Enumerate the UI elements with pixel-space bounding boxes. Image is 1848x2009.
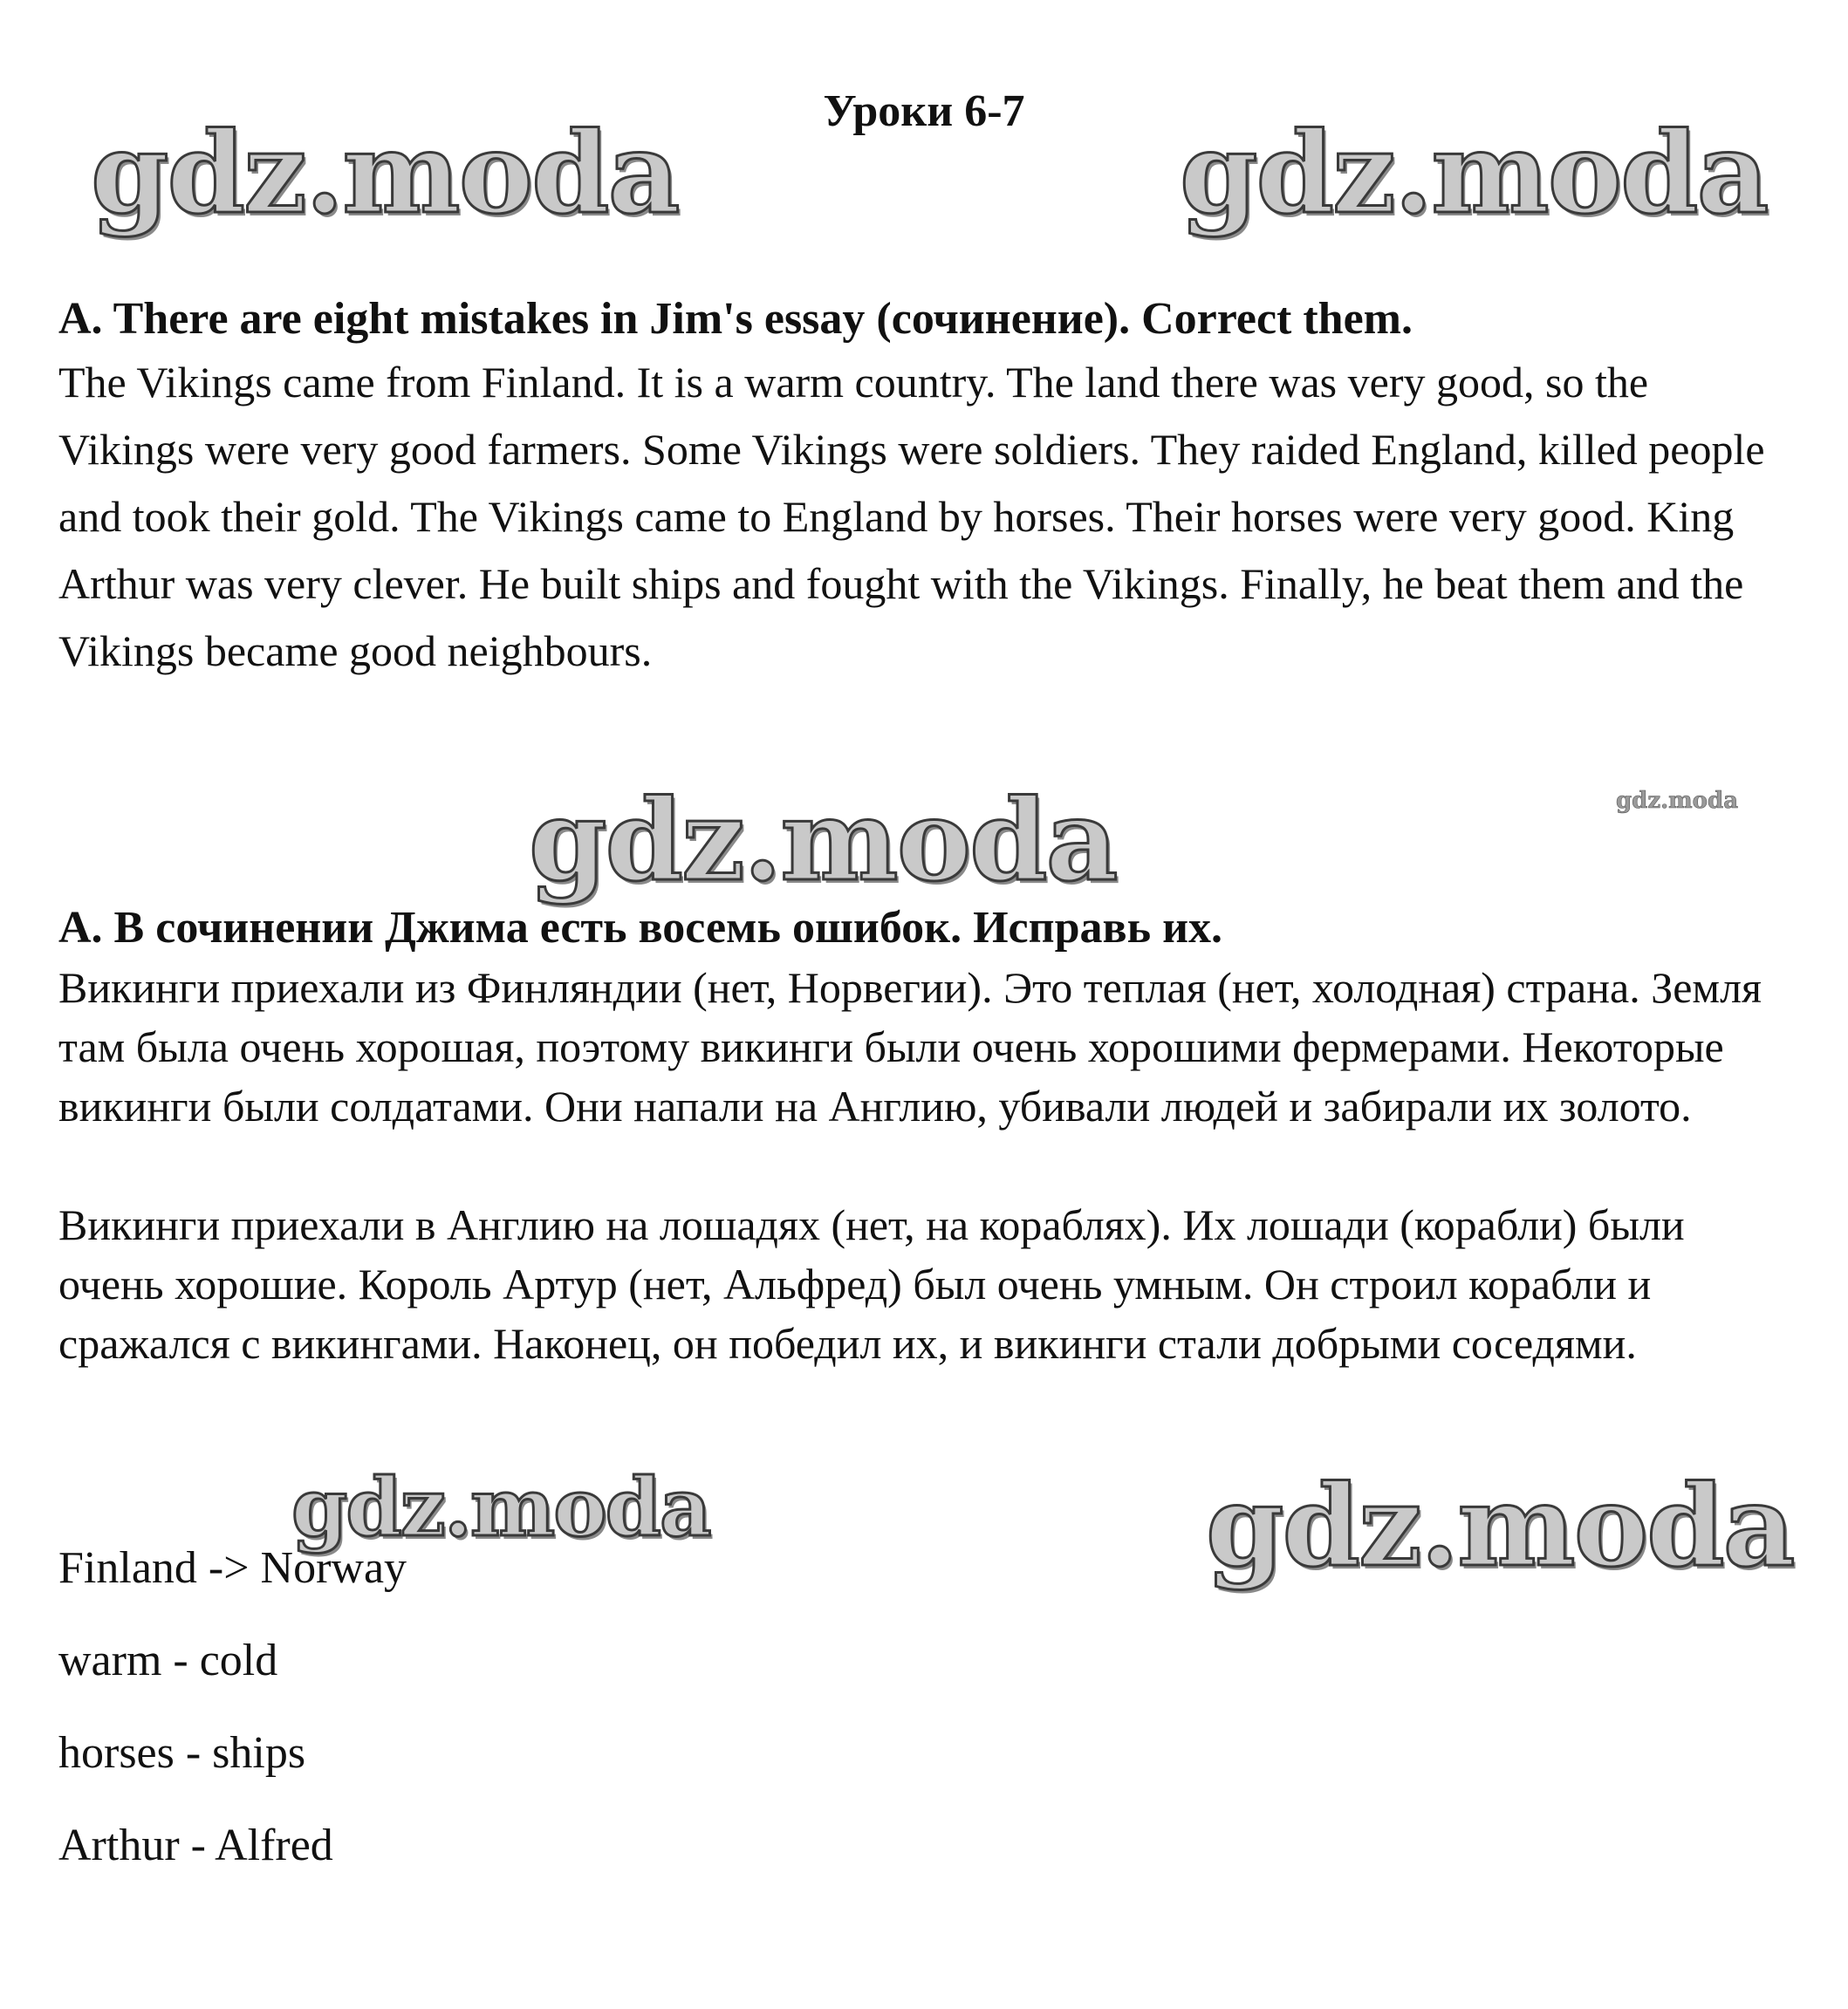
english-task-heading: A. There are eight mistakes in Jim's essay (сочинение). Correct them.: [58, 294, 1413, 344]
correction-item: warm - cold: [58, 1636, 278, 1685]
correction-item: horses - ships: [58, 1728, 306, 1778]
watermark-logo-middle: gdz.moda: [529, 776, 1117, 906]
corrections-list: [58, 1542, 407, 1912]
russian-task-paragraph-1: Викинги приехали из Финляндии (нет, Норвегии). Это теплая (нет, холодная) страна. Земля там была очень хорошая, поэтому викинги были очень хорошими фермерами. Некоторые викинги были солдатами. Они напали на Англию, убивали людей и забирали их золото.: [58, 963, 1762, 1131]
russian-task-paragraph-2: Викинги приехали в Англию на лошадях (нет, на кораблях). Их лошади (корабли) были очень хорошие. Король Артур (нет, Альфред) был очень умным. Он строил корабли и сражался с викингами. Наконец, он победил их, и викинги стали добрыми соседями.: [58, 1200, 1685, 1368]
correction-item: Finland -> Norway: [58, 1543, 407, 1593]
watermark-logo-top-right: gdz.moda: [1180, 108, 1768, 239]
watermark-logo-top-left: gdz.moda: [91, 108, 679, 239]
russian-task-heading: А. В сочинении Джима есть восемь ошибок. Исправь их.: [58, 903, 1223, 953]
watermark-logo-lower-right: gdz.moda: [1206, 1461, 1794, 1592]
watermark-logo-lower-left: gdz.moda: [291, 1460, 710, 1555]
correction-item: Arthur - Alfred: [58, 1821, 333, 1870]
page-title: Уроки 6-7: [823, 86, 1025, 136]
english-task-paragraph: The Vikings came from Finland. It is a warm country. The land there was very good, so the Vikings were very good farmers. Some Vikings were soldiers. They raided England, killed people and took their gold. The Vikings came to England by horses. Their horses were very good. King Arthur was very clever. He built ships and fought with the Vikings. Finally, he beat them and the Vikings became good neighbours.: [58, 358, 1765, 675]
watermark-logo-small: gdz.moda: [1616, 788, 1739, 814]
